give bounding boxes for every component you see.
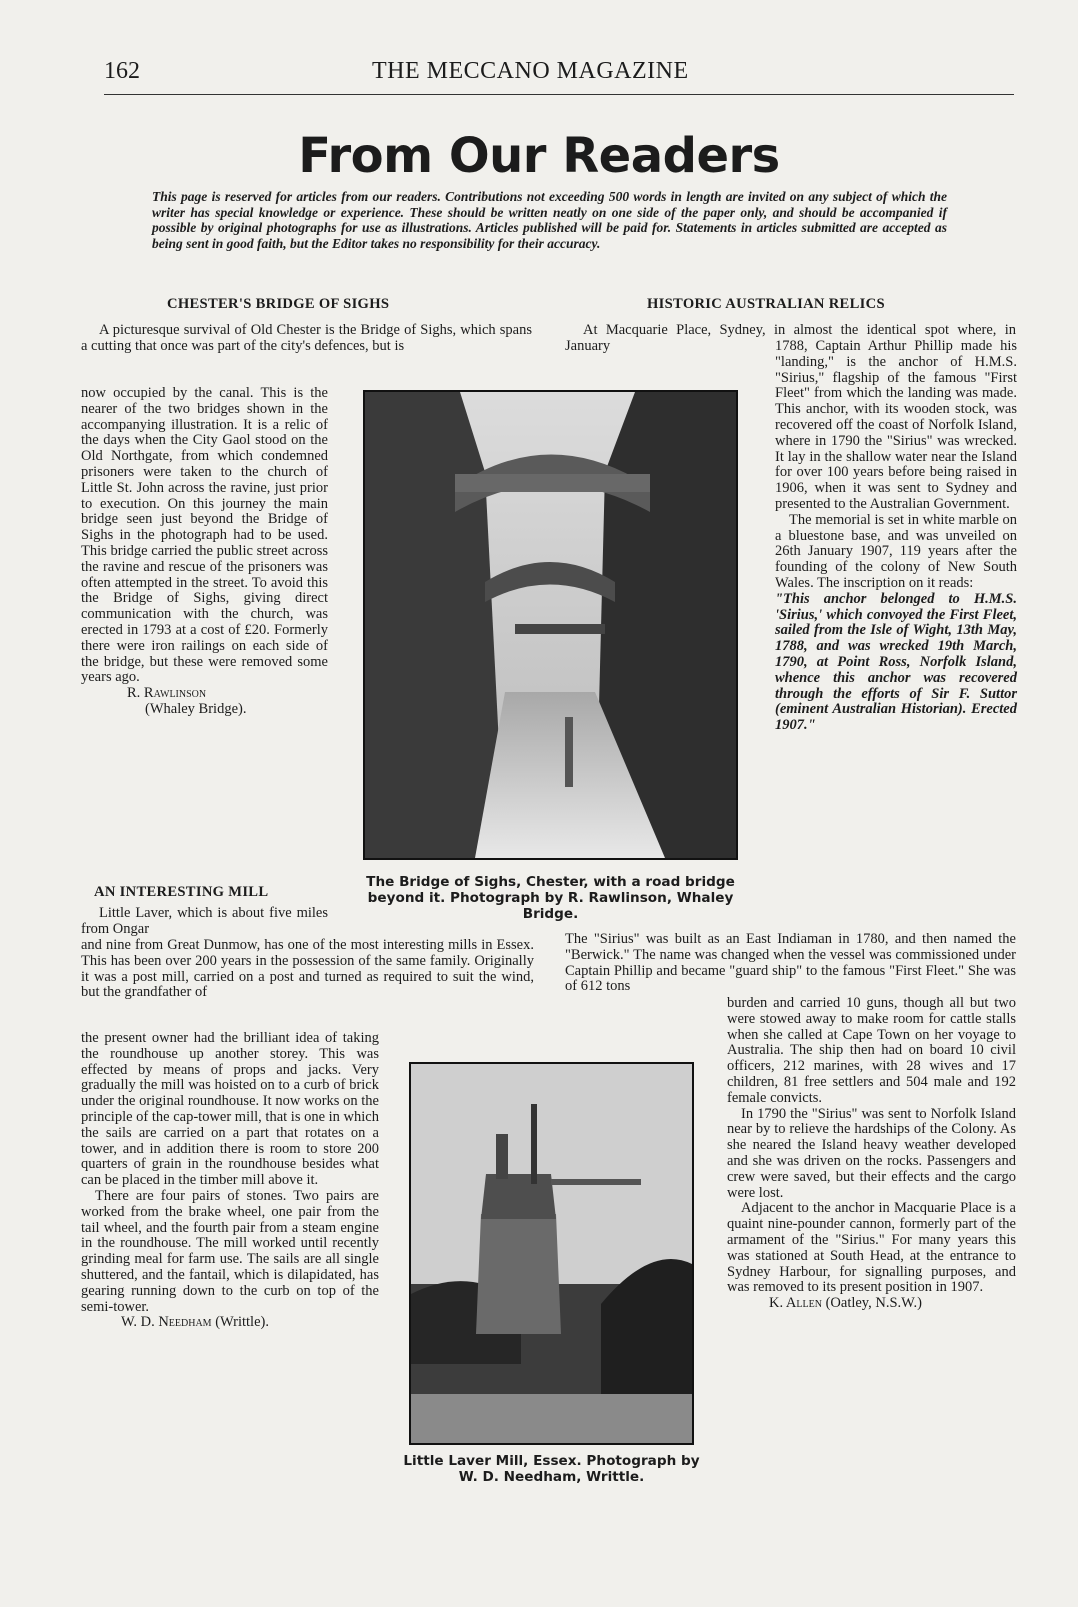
mill-location: (Writtle). — [215, 1314, 269, 1331]
mill-author: W. D. Needham — [121, 1314, 212, 1331]
relics-p3-text: burden and carried 10 guns, though all but two were stowed away to make room for cattle stalls when she called at Cape Town on her voyage to Australia. The ship then had on board 10 civil officers, 212 marines, with 28 wives and 17 children, 81 free settlers and 504 male and 192 female convicts. — [727, 995, 1016, 1106]
relics-location: (Oatley, N.S.W.) — [825, 1295, 922, 1312]
page-header — [104, 58, 1014, 95]
relics-intro-wide: At Macquarie Place, Sydney, in almost the identical spot where, in January — [565, 322, 1016, 354]
mill-body-text: the present owner had the brilliant idea of taking the roundhouse up another storey. This was effected by means of props and jacks. Very gradually the mill was hoisted on to a curb of brick under the original roundhouse. It now works on the principle of the cap-tower mill, that is one in which the sails are carried on a part that rotates on a tower, and in addition there is room to store 200 quarters of grain in the roundhouse besides what can be placed in the timber mill above it. — [81, 1030, 379, 1189]
chester-body — [81, 386, 328, 718]
relics-p1-text: 1788, Captain Arthur Phillip made his "landing," is the anchor of H.M.S. "Sirius," flagship of the famous "First Fleet" from which the landing was made. This anchor, with its wooden stock, was recovered off the coast of Norfolk Island, where in 1790 the "Sirius" was wrecked. It lay in the shallow water near the Island for over 100 years before being raised in 1906, when it was sent to Sydney and presented to the Australian Government. — [775, 338, 1017, 512]
relics-p3-wide: The "Sirius" was built as an East Indiaman in 1780, and then named the "Berwick." The name was changed when the vessel was commissioned under Captain Phillip and became "guard ship" to the famous "First Fleet." She was of 612 tons — [565, 931, 1016, 995]
mill-body — [81, 1031, 379, 1331]
relics-lower-column — [727, 996, 1016, 1312]
chester-heading: CHESTER'S BRIDGE OF SIGHS — [167, 296, 390, 312]
mill-photo-caption: Little Laver Mill, Essex. Photograph by W. D. Needham, Writtle. — [403, 1453, 700, 1485]
bridge-of-sighs-photo — [363, 390, 738, 860]
chester-intro-text: A picturesque survival of Old Chester is the Bridge of Sighs, which spans a cutting that once was part of the city's defences, but is — [81, 322, 532, 354]
magazine-title: THE MECCANO MAGAZINE — [372, 58, 689, 84]
relics-author: K. Allen — [769, 1295, 822, 1312]
anchor-inscription: "This anchor belonged to H.M.S. 'Sirius,' which convoyed the First Fleet, sailed from the Isle of Wight, 13th May, 1788, and was wrecked 19th March, 1790, at Point Ross, Norfolk Island, whence this anchor was recovered through the efforts of Sir F. Suttor (eminent Australian Historian). Erected 1907." — [775, 590, 1017, 734]
relics-p5-text: Adjacent to the anchor in Macquarie Place is a quaint nine-pounder cannon, formerly part of the armament of the "Sirius." For many years this was stationed at South Head, at the entrance to Sydney Harbour, for signalling purposes, and was removed to its present position in 1907. — [727, 1200, 1016, 1296]
mill-intro-wide: and nine from Great Dunmow, has one of the most interesting mills in Essex. This has been over 200 years in the possession of the same family. Originally it was a post mill, carried on a post and turned as required to suit the wind, but the grandfather of — [81, 937, 534, 1001]
mill-body-p2: There are four pairs of stones. Two pairs are worked from the brake wheel, one pair from the tail wheel, and the fourth pair from a steam engine in the roundhouse. The mill worked until recently grinding meal for farm use. The sails are all single shuttered, and the fantail, which is dilapidated, has gearing running down to the curb on top of the semi-tower. — [81, 1187, 379, 1315]
relics-heading: HISTORIC AUSTRALIAN RELICS — [647, 296, 885, 312]
relics-p4-text: In 1790 the "Sirius" was sent to Norfolk Island near by to relieve the hardships of the Colony. As she neared the Island heavy weather developed and she was driven on the rocks. Passengers and crew were saved, but their effects and the cargo were lost. — [727, 1105, 1016, 1201]
intro-note: This page is reserved for articles from our readers. Contributions not exceeding 500 words in length are invited on any subject of which the writer has special knowledge or experience. These should be written neatly on one side of the paper only, and should be accompanied if possible by original photographs for use as illustrations. Articles published will be paid for. Statements in articles submitted are accepted as being sent in good faith, but the Editor takes no responsibility for their accuracy. — [152, 189, 947, 251]
mill-heading: AN INTERESTING MILL — [94, 884, 269, 900]
bridge-photo-image — [365, 392, 736, 858]
page-title: From Our Readers — [298, 128, 780, 184]
relics-p2-text: The memorial is set in white marble on a bluestone base, and was unveiled on 26th January 1907, 119 years after the founding of the colony of New South Wales. The inscription on it reads: — [775, 511, 1017, 591]
chester-location: (Whaley Bridge). — [145, 700, 247, 717]
mill-photo-image — [411, 1064, 692, 1443]
little-laver-mill-photo — [409, 1062, 694, 1445]
bridge-photo-caption: The Bridge of Sighs, Chester, with a road bridge beyond it. Photograph by R. Rawlinson, Whaley Bridge. — [366, 874, 735, 922]
mill-intro-narrow: Little Laver, which is about five miles from Ongar — [81, 905, 328, 937]
page-number: 162 — [104, 58, 140, 84]
relics-column — [775, 339, 1017, 734]
chester-author: R. Rawlinson — [127, 685, 207, 702]
chester-body-text: now occupied by the canal. This is the nearer of the two bridges shown in the accompanying illustration. It is a relic of the days when the City Gaol stood on the Old Northgate, from which condemned prisoners were taken to the church of Little St. John across the ravine, just prior to execution. On this journey the main bridge seen just beyond the Bridge of Sighs in the photograph had to be used. This bridge carried the public street across the ravine and rescue of the prisoners was often attempted in the street. To avoid this the Bridge of Sighs, giving direct communication with the church, was erected in 1793 at a cost of £20. Formerly there were iron railings on each side of the bridge, but these were removed some years ago. — [81, 385, 328, 686]
